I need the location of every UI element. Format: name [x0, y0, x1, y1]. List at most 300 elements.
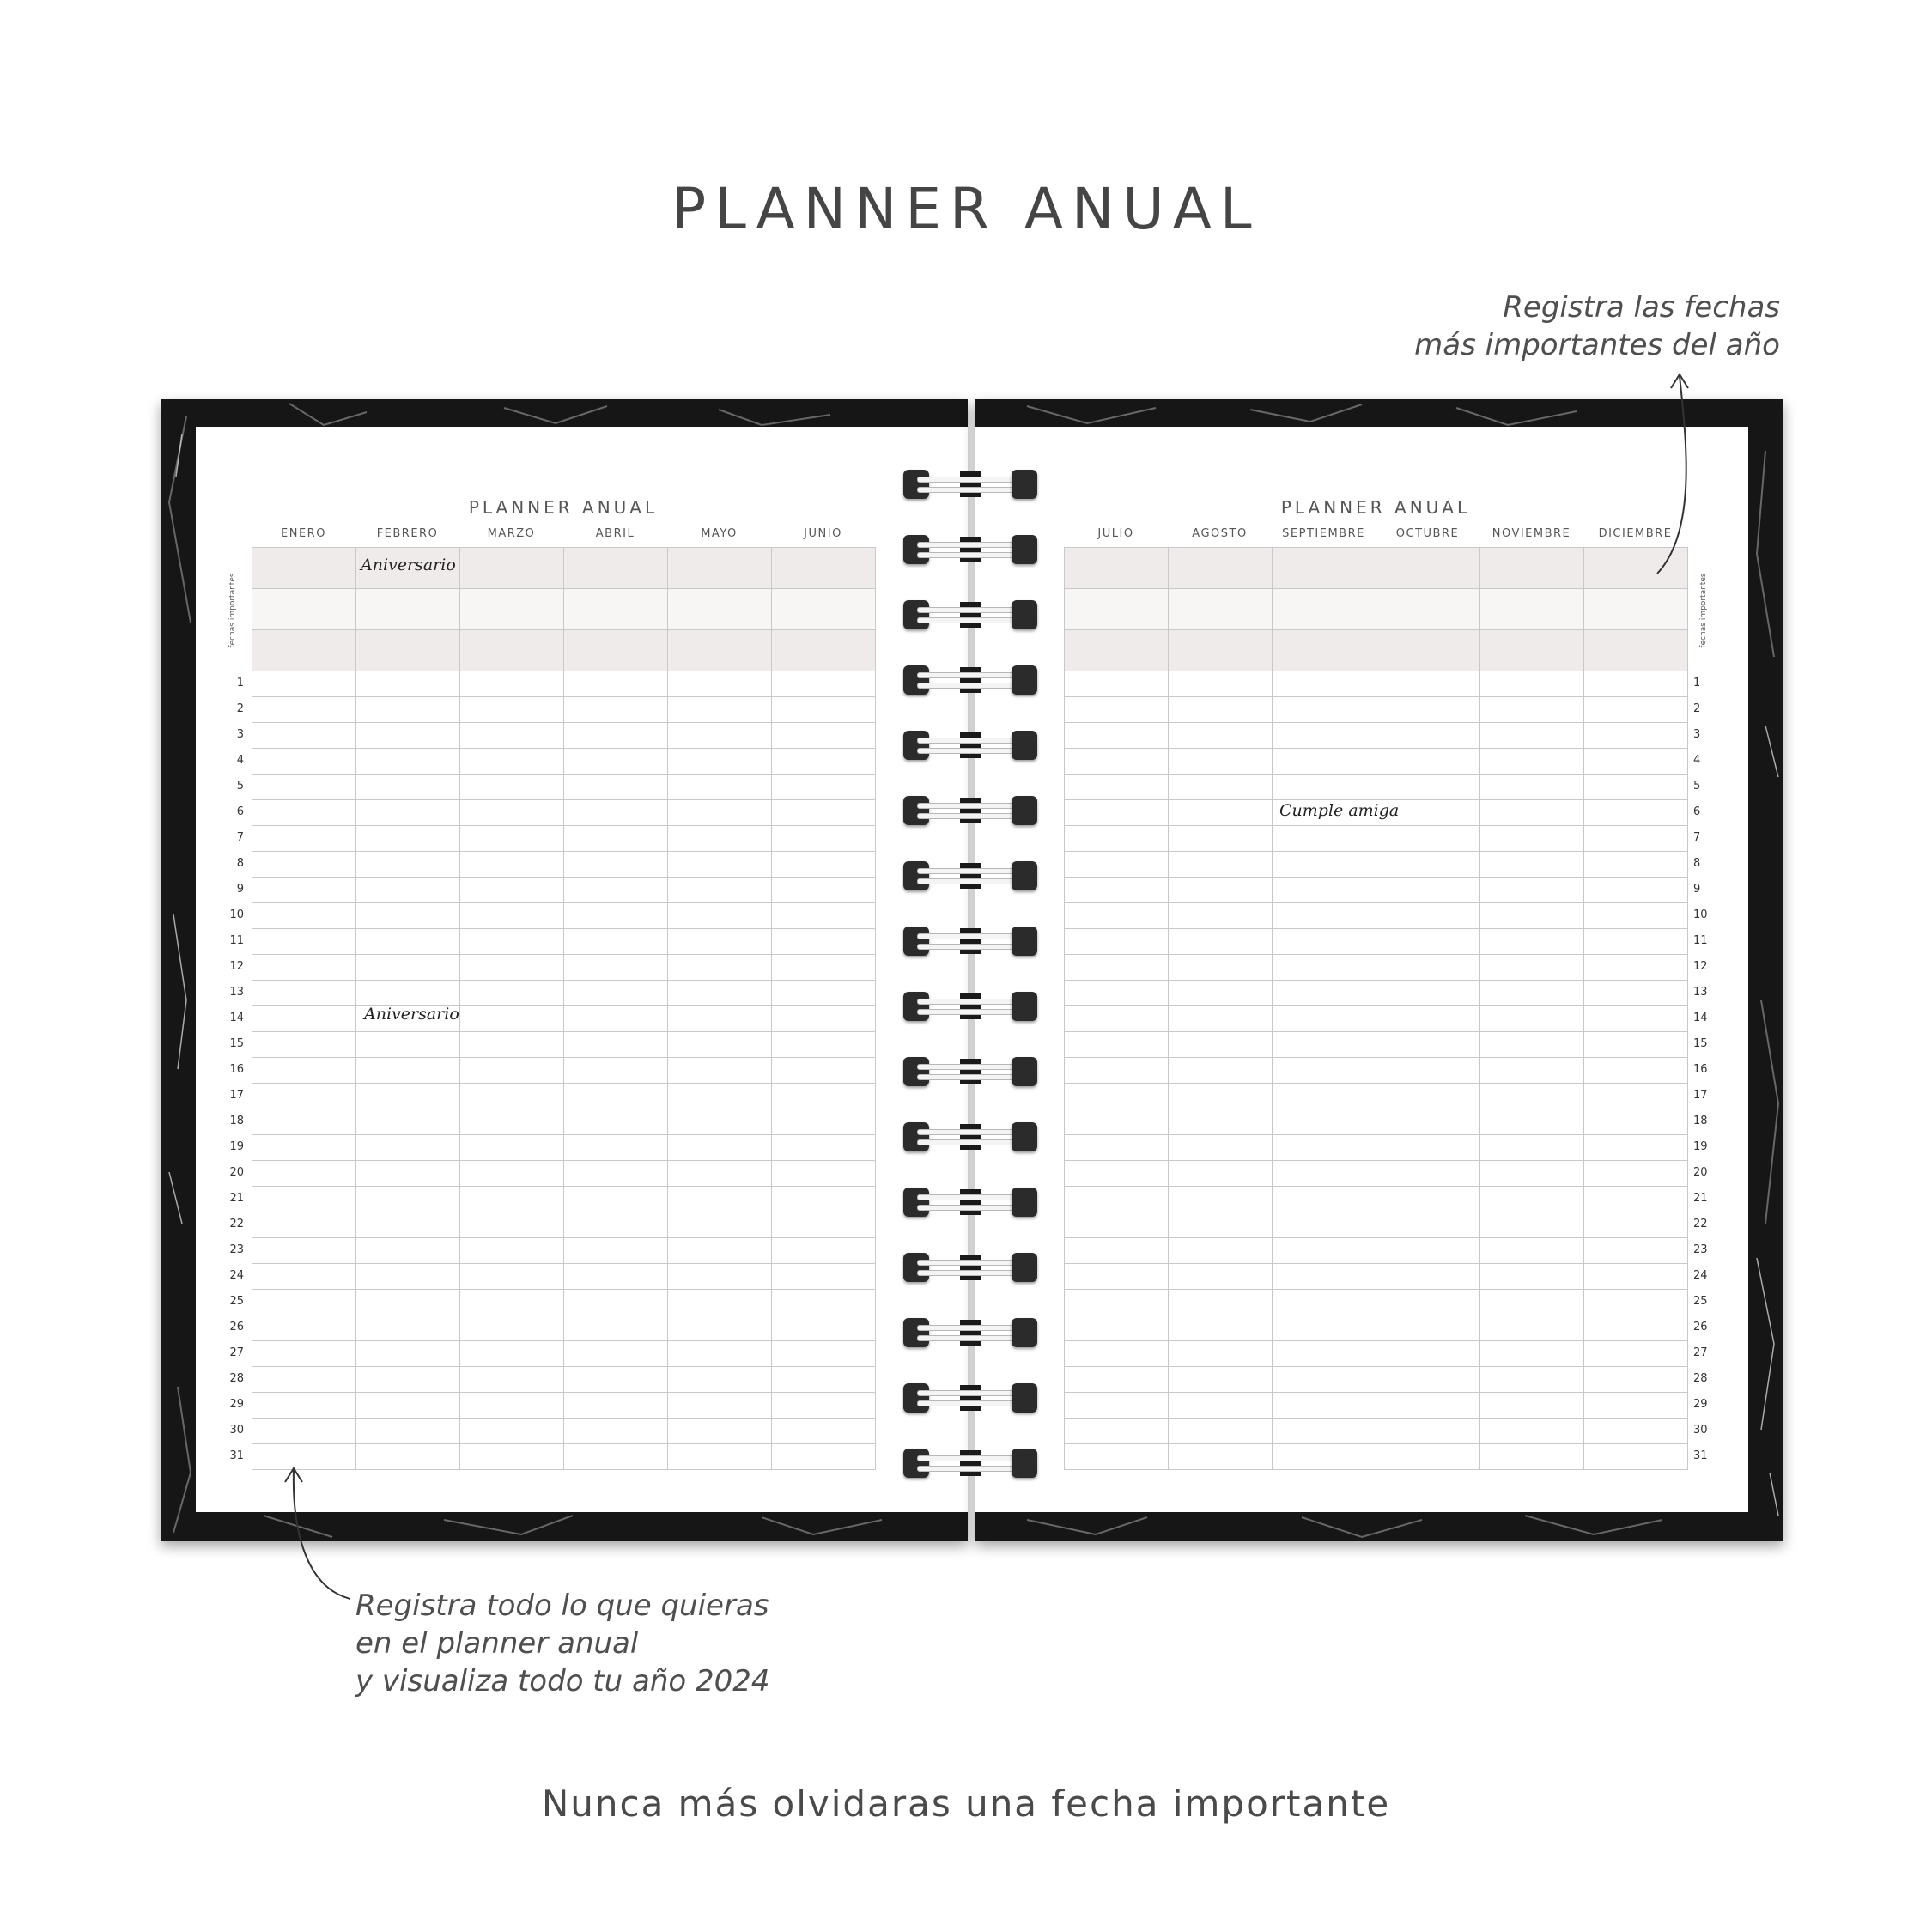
day-cell[interactable]: [1376, 1084, 1480, 1109]
day-cell[interactable]: [460, 671, 564, 697]
day-cell[interactable]: [564, 1419, 668, 1444]
day-cell[interactable]: [1169, 1212, 1273, 1238]
day-cell[interactable]: [1065, 697, 1169, 723]
day-cell[interactable]: [460, 1084, 564, 1109]
day-cell[interactable]: [1584, 1393, 1688, 1419]
day-cell[interactable]: [356, 1393, 460, 1419]
day-cell[interactable]: [1376, 1238, 1480, 1264]
day-cell[interactable]: [1273, 1032, 1376, 1058]
day-cell[interactable]: [564, 775, 668, 800]
day-cell[interactable]: [668, 1187, 772, 1212]
day-cell[interactable]: [1480, 697, 1584, 723]
day-cell[interactable]: [1480, 1367, 1584, 1393]
day-cell[interactable]: [1584, 1444, 1688, 1470]
day-cell[interactable]: [772, 723, 876, 749]
day-cell[interactable]: [356, 1444, 460, 1470]
day-cell[interactable]: [460, 852, 564, 878]
day-cell[interactable]: [772, 1290, 876, 1315]
day-cell[interactable]: [1376, 1032, 1480, 1058]
day-cell[interactable]: [1376, 723, 1480, 749]
day-cell[interactable]: [1584, 1367, 1688, 1393]
day-cell[interactable]: [1480, 955, 1584, 981]
day-cell[interactable]: [1584, 1084, 1688, 1109]
day-cell[interactable]: [252, 1290, 356, 1315]
day-cell[interactable]: [1480, 852, 1584, 878]
day-cell[interactable]: [1065, 1444, 1169, 1470]
day-cell[interactable]: [668, 826, 772, 852]
day-cell[interactable]: [1480, 1315, 1584, 1341]
day-cell[interactable]: [460, 723, 564, 749]
day-cell[interactable]: [772, 1393, 876, 1419]
day-cell[interactable]: [1065, 1161, 1169, 1187]
day-cell[interactable]: [1273, 1084, 1376, 1109]
day-cell[interactable]: [1480, 929, 1584, 955]
day-cell[interactable]: [1376, 1058, 1480, 1084]
important-date-cell[interactable]: [1376, 630, 1480, 671]
day-cell[interactable]: [564, 1135, 668, 1161]
day-cell[interactable]: [668, 1032, 772, 1058]
important-date-cell[interactable]: [356, 589, 460, 630]
day-cell[interactable]: [356, 1341, 460, 1367]
day-cell[interactable]: [1273, 1109, 1376, 1135]
day-cell[interactable]: [356, 1238, 460, 1264]
important-date-cell[interactable]: [252, 548, 356, 589]
day-cell[interactable]: [1065, 981, 1169, 1006]
day-cell[interactable]: [564, 852, 668, 878]
day-cell[interactable]: [1376, 775, 1480, 800]
day-cell[interactable]: [1273, 1367, 1376, 1393]
day-cell[interactable]: [1480, 1393, 1584, 1419]
important-date-cell[interactable]: [460, 548, 564, 589]
day-cell[interactable]: [1376, 878, 1480, 903]
day-cell[interactable]: [772, 697, 876, 723]
day-cell[interactable]: [1065, 749, 1169, 775]
day-cell[interactable]: [1065, 929, 1169, 955]
day-cell[interactable]: [1480, 1290, 1584, 1315]
day-cell[interactable]: [1480, 1161, 1584, 1187]
day-cell[interactable]: [1065, 1393, 1169, 1419]
important-date-cell[interactable]: [1065, 630, 1169, 671]
day-cell[interactable]: [460, 1419, 564, 1444]
day-cell[interactable]: [252, 1419, 356, 1444]
important-date-cell[interactable]: [460, 630, 564, 671]
important-date-cell[interactable]: [668, 548, 772, 589]
day-cell[interactable]: [564, 1393, 668, 1419]
day-cell[interactable]: [1065, 1135, 1169, 1161]
day-cell[interactable]: [1584, 955, 1688, 981]
day-cell[interactable]: [772, 1341, 876, 1367]
day-cell[interactable]: [1273, 903, 1376, 929]
day-cell[interactable]: [252, 929, 356, 955]
important-date-cell[interactable]: [1584, 630, 1688, 671]
day-cell[interactable]: [1480, 749, 1584, 775]
day-cell[interactable]: [564, 826, 668, 852]
day-cell[interactable]: [356, 1135, 460, 1161]
day-cell[interactable]: [1480, 723, 1584, 749]
day-cell[interactable]: [1584, 1212, 1688, 1238]
day-cell[interactable]: [1169, 981, 1273, 1006]
day-cell[interactable]: [1480, 1212, 1584, 1238]
day-cell[interactable]: [1584, 903, 1688, 929]
day-cell[interactable]: [356, 1084, 460, 1109]
day-cell[interactable]: [772, 1315, 876, 1341]
day-cell[interactable]: [1169, 1367, 1273, 1393]
day-cell[interactable]: [1065, 800, 1169, 826]
day-cell[interactable]: [564, 1058, 668, 1084]
day-cell[interactable]: [1584, 1006, 1688, 1032]
important-date-cell[interactable]: [1169, 548, 1273, 589]
day-cell[interactable]: [1273, 671, 1376, 697]
day-cell[interactable]: [564, 1264, 668, 1290]
important-date-cell[interactable]: [1273, 630, 1376, 671]
day-cell[interactable]: [1273, 1212, 1376, 1238]
day-cell[interactable]: [252, 1006, 356, 1032]
day-cell[interactable]: [460, 1135, 564, 1161]
day-cell[interactable]: [1273, 1341, 1376, 1367]
day-cell[interactable]: [252, 1161, 356, 1187]
day-cell[interactable]: [252, 852, 356, 878]
day-cell[interactable]: [564, 1444, 668, 1470]
day-cell[interactable]: [460, 1341, 564, 1367]
day-cell[interactable]: [772, 671, 876, 697]
day-cell[interactable]: [564, 697, 668, 723]
day-cell[interactable]: [1584, 1187, 1688, 1212]
day-cell[interactable]: [356, 1212, 460, 1238]
day-cell[interactable]: [252, 1367, 356, 1393]
day-cell[interactable]: [1376, 826, 1480, 852]
day-cell[interactable]: [1584, 1135, 1688, 1161]
day-cell[interactable]: [564, 903, 668, 929]
day-cell[interactable]: [460, 1161, 564, 1187]
day-cell[interactable]: [252, 981, 356, 1006]
day-cell[interactable]: [1480, 1109, 1584, 1135]
day-cell[interactable]: [564, 1367, 668, 1393]
day-cell[interactable]: [252, 1032, 356, 1058]
day-cell[interactable]: [356, 955, 460, 981]
day-cell[interactable]: [252, 903, 356, 929]
day-cell[interactable]: [564, 929, 668, 955]
day-cell[interactable]: [1169, 1419, 1273, 1444]
day-cell[interactable]: [1376, 1006, 1480, 1032]
day-cell[interactable]: [564, 1006, 668, 1032]
day-cell[interactable]: [252, 1212, 356, 1238]
day-cell[interactable]: [1273, 1238, 1376, 1264]
important-date-cell[interactable]: [1584, 548, 1688, 589]
important-date-cell[interactable]: [1584, 589, 1688, 630]
important-date-cell[interactable]: [564, 589, 668, 630]
day-cell[interactable]: [1480, 775, 1584, 800]
important-date-cell[interactable]: [772, 589, 876, 630]
day-cell[interactable]: [252, 800, 356, 826]
day-cell[interactable]: [252, 1187, 356, 1212]
day-cell[interactable]: [564, 749, 668, 775]
important-date-cell[interactable]: [1376, 548, 1480, 589]
day-cell[interactable]: [564, 723, 668, 749]
important-date-cell[interactable]: [460, 589, 564, 630]
day-cell[interactable]: [1376, 929, 1480, 955]
important-date-cell[interactable]: [1273, 589, 1376, 630]
day-cell[interactable]: [668, 800, 772, 826]
day-cell[interactable]: [1584, 1238, 1688, 1264]
day-cell[interactable]: [772, 1187, 876, 1212]
day-cell[interactable]: [668, 929, 772, 955]
day-cell[interactable]: [668, 1444, 772, 1470]
day-cell[interactable]: [772, 955, 876, 981]
day-cell[interactable]: [1273, 1315, 1376, 1341]
day-cell[interactable]: [252, 1341, 356, 1367]
day-cell[interactable]: [1480, 671, 1584, 697]
day-cell[interactable]: [356, 749, 460, 775]
day-cell[interactable]: [356, 826, 460, 852]
day-cell[interactable]: [356, 671, 460, 697]
day-cell[interactable]: [668, 1393, 772, 1419]
day-cell[interactable]: [564, 800, 668, 826]
day-cell[interactable]: [1273, 826, 1376, 852]
day-cell[interactable]: [356, 697, 460, 723]
day-cell[interactable]: [668, 1212, 772, 1238]
day-cell[interactable]: [1169, 878, 1273, 903]
day-cell[interactable]: [1480, 878, 1584, 903]
day-cell[interactable]: [356, 1161, 460, 1187]
day-cell[interactable]: [772, 1135, 876, 1161]
day-cell[interactable]: [1169, 1290, 1273, 1315]
day-cell[interactable]: [1169, 1393, 1273, 1419]
day-cell[interactable]: [1376, 1264, 1480, 1290]
day-cell[interactable]: [252, 1444, 356, 1470]
day-cell[interactable]: [1065, 1238, 1169, 1264]
day-cell[interactable]: [1273, 955, 1376, 981]
day-cell[interactable]: [1065, 1290, 1169, 1315]
day-cell[interactable]: [252, 671, 356, 697]
day-cell[interactable]: [772, 852, 876, 878]
day-cell[interactable]: [1480, 1032, 1584, 1058]
day-cell[interactable]: [1169, 1058, 1273, 1084]
day-cell[interactable]: [1273, 1161, 1376, 1187]
day-cell[interactable]: [252, 1315, 356, 1341]
day-cell[interactable]: [772, 1006, 876, 1032]
day-cell[interactable]: [1584, 1032, 1688, 1058]
day-cell[interactable]: [1169, 852, 1273, 878]
day-cell[interactable]: [1376, 1161, 1480, 1187]
day-cell[interactable]: [1480, 1187, 1584, 1212]
day-cell[interactable]: [668, 1109, 772, 1135]
day-cell[interactable]: [772, 878, 876, 903]
day-cell[interactable]: [1065, 1212, 1169, 1238]
day-cell[interactable]: [1065, 723, 1169, 749]
day-cell[interactable]: [564, 1315, 668, 1341]
day-cell[interactable]: [356, 1264, 460, 1290]
day-cell[interactable]: [772, 826, 876, 852]
day-cell[interactable]: [772, 929, 876, 955]
day-cell[interactable]: [1273, 775, 1376, 800]
day-cell[interactable]: [1065, 775, 1169, 800]
day-cell[interactable]: [1065, 1367, 1169, 1393]
important-date-cell[interactable]: [1480, 548, 1584, 589]
day-cell[interactable]: [1273, 852, 1376, 878]
day-cell[interactable]: [772, 1264, 876, 1290]
day-cell[interactable]: [772, 1238, 876, 1264]
day-cell[interactable]: [772, 903, 876, 929]
day-cell[interactable]: [460, 1290, 564, 1315]
day-cell[interactable]: [1584, 929, 1688, 955]
day-cell[interactable]: [1584, 1058, 1688, 1084]
day-cell[interactable]: [1169, 1315, 1273, 1341]
important-date-cell[interactable]: [1480, 589, 1584, 630]
day-cell[interactable]: [1065, 1109, 1169, 1135]
day-cell[interactable]: [356, 1032, 460, 1058]
day-cell[interactable]: [1584, 852, 1688, 878]
day-cell[interactable]: [1584, 800, 1688, 826]
day-cell[interactable]: [1584, 775, 1688, 800]
day-cell[interactable]: [460, 1238, 564, 1264]
day-cell[interactable]: [1065, 955, 1169, 981]
day-cell[interactable]: [1480, 826, 1584, 852]
day-cell[interactable]: [252, 826, 356, 852]
day-cell[interactable]: [1169, 1032, 1273, 1058]
day-cell[interactable]: [460, 1032, 564, 1058]
day-cell[interactable]: [668, 1367, 772, 1393]
day-cell[interactable]: [564, 671, 668, 697]
day-cell[interactable]: [564, 981, 668, 1006]
day-cell[interactable]: [1480, 1238, 1584, 1264]
day-cell[interactable]: [1273, 1058, 1376, 1084]
day-cell[interactable]: [1376, 1341, 1480, 1367]
day-cell[interactable]: [1169, 749, 1273, 775]
day-cell[interactable]: [668, 903, 772, 929]
day-cell[interactable]: [668, 723, 772, 749]
day-cell[interactable]: [1376, 1187, 1480, 1212]
day-cell[interactable]: [1584, 878, 1688, 903]
day-cell[interactable]: [1480, 800, 1584, 826]
day-cell[interactable]: [460, 929, 564, 955]
day-cell[interactable]: [356, 1367, 460, 1393]
day-cell[interactable]: [1169, 826, 1273, 852]
day-cell[interactable]: [1273, 1135, 1376, 1161]
day-cell[interactable]: [1273, 1264, 1376, 1290]
day-cell[interactable]: [668, 697, 772, 723]
day-cell[interactable]: [668, 981, 772, 1006]
day-cell[interactable]: [1376, 697, 1480, 723]
day-cell[interactable]: [668, 671, 772, 697]
day-cell[interactable]: [668, 1315, 772, 1341]
day-cell[interactable]: [1273, 749, 1376, 775]
day-cell[interactable]: [460, 800, 564, 826]
day-cell[interactable]: [1169, 955, 1273, 981]
day-cell[interactable]: [252, 1264, 356, 1290]
day-cell[interactable]: [668, 1135, 772, 1161]
day-cell[interactable]: [252, 1084, 356, 1109]
day-cell[interactable]: [460, 1444, 564, 1470]
day-cell[interactable]: [564, 1032, 668, 1058]
day-cell[interactable]: [772, 1109, 876, 1135]
day-cell[interactable]: [252, 775, 356, 800]
day-cell[interactable]: [1273, 1419, 1376, 1444]
day-cell[interactable]: [564, 1290, 668, 1315]
day-cell[interactable]: [1376, 1419, 1480, 1444]
day-cell[interactable]: [668, 1238, 772, 1264]
day-cell[interactable]: [460, 955, 564, 981]
day-cell[interactable]: [460, 1264, 564, 1290]
important-date-cell[interactable]: [1480, 630, 1584, 671]
day-cell[interactable]: [1376, 1135, 1480, 1161]
day-cell[interactable]: [1169, 671, 1273, 697]
important-date-cell[interactable]: [668, 630, 772, 671]
day-cell[interactable]: [356, 878, 460, 903]
day-cell[interactable]: [1169, 1444, 1273, 1470]
day-cell[interactable]: [1065, 1419, 1169, 1444]
important-date-cell[interactable]: [1065, 548, 1169, 589]
day-cell[interactable]: [1065, 826, 1169, 852]
day-cell[interactable]: [1584, 697, 1688, 723]
day-cell[interactable]: [1065, 1315, 1169, 1341]
important-date-cell[interactable]: [252, 589, 356, 630]
day-cell[interactable]: [356, 1290, 460, 1315]
day-cell[interactable]: [772, 1367, 876, 1393]
day-cell[interactable]: [564, 1212, 668, 1238]
day-cell[interactable]: [460, 1315, 564, 1341]
day-cell[interactable]: [1169, 1006, 1273, 1032]
day-cell[interactable]: [1065, 1187, 1169, 1212]
day-cell[interactable]: [356, 775, 460, 800]
important-date-cell[interactable]: [564, 548, 668, 589]
day-cell[interactable]: [1273, 1290, 1376, 1315]
day-cell[interactable]: [252, 878, 356, 903]
day-cell[interactable]: [1065, 671, 1169, 697]
day-cell[interactable]: [460, 1212, 564, 1238]
day-cell[interactable]: [252, 1393, 356, 1419]
day-cell[interactable]: [668, 1161, 772, 1187]
day-cell[interactable]: [460, 1006, 564, 1032]
day-cell[interactable]: [252, 1058, 356, 1084]
day-cell[interactable]: [356, 1315, 460, 1341]
day-cell[interactable]: [1169, 697, 1273, 723]
day-cell[interactable]: [1273, 878, 1376, 903]
important-date-cell[interactable]: [772, 630, 876, 671]
day-cell[interactable]: [460, 1187, 564, 1212]
day-cell[interactable]: [668, 749, 772, 775]
day-cell[interactable]: [1169, 1135, 1273, 1161]
day-cell[interactable]: [460, 826, 564, 852]
day-cell[interactable]: [772, 1212, 876, 1238]
important-date-cell[interactable]: [1169, 630, 1273, 671]
day-cell[interactable]: [1376, 1315, 1480, 1341]
day-cell[interactable]: [772, 1084, 876, 1109]
day-cell[interactable]: [564, 1109, 668, 1135]
day-cell[interactable]: [1065, 1341, 1169, 1367]
day-cell[interactable]: [772, 1161, 876, 1187]
important-date-cell[interactable]: [772, 548, 876, 589]
day-cell[interactable]: [1376, 955, 1480, 981]
day-cell[interactable]: [1376, 852, 1480, 878]
day-cell[interactable]: [1273, 723, 1376, 749]
important-date-cell[interactable]: [564, 630, 668, 671]
day-cell[interactable]: [1376, 1109, 1480, 1135]
day-cell[interactable]: [564, 1161, 668, 1187]
day-cell[interactable]: [668, 955, 772, 981]
day-cell[interactable]: [1376, 903, 1480, 929]
day-cell[interactable]: [1584, 723, 1688, 749]
day-cell[interactable]: [356, 852, 460, 878]
day-cell[interactable]: [356, 903, 460, 929]
day-cell[interactable]: [356, 1058, 460, 1084]
day-cell[interactable]: [564, 878, 668, 903]
day-cell[interactable]: [1169, 1341, 1273, 1367]
day-cell[interactable]: [772, 775, 876, 800]
important-date-cell[interactable]: [1376, 589, 1480, 630]
day-cell[interactable]: [668, 775, 772, 800]
day-cell[interactable]: [1273, 1393, 1376, 1419]
day-cell[interactable]: [252, 955, 356, 981]
